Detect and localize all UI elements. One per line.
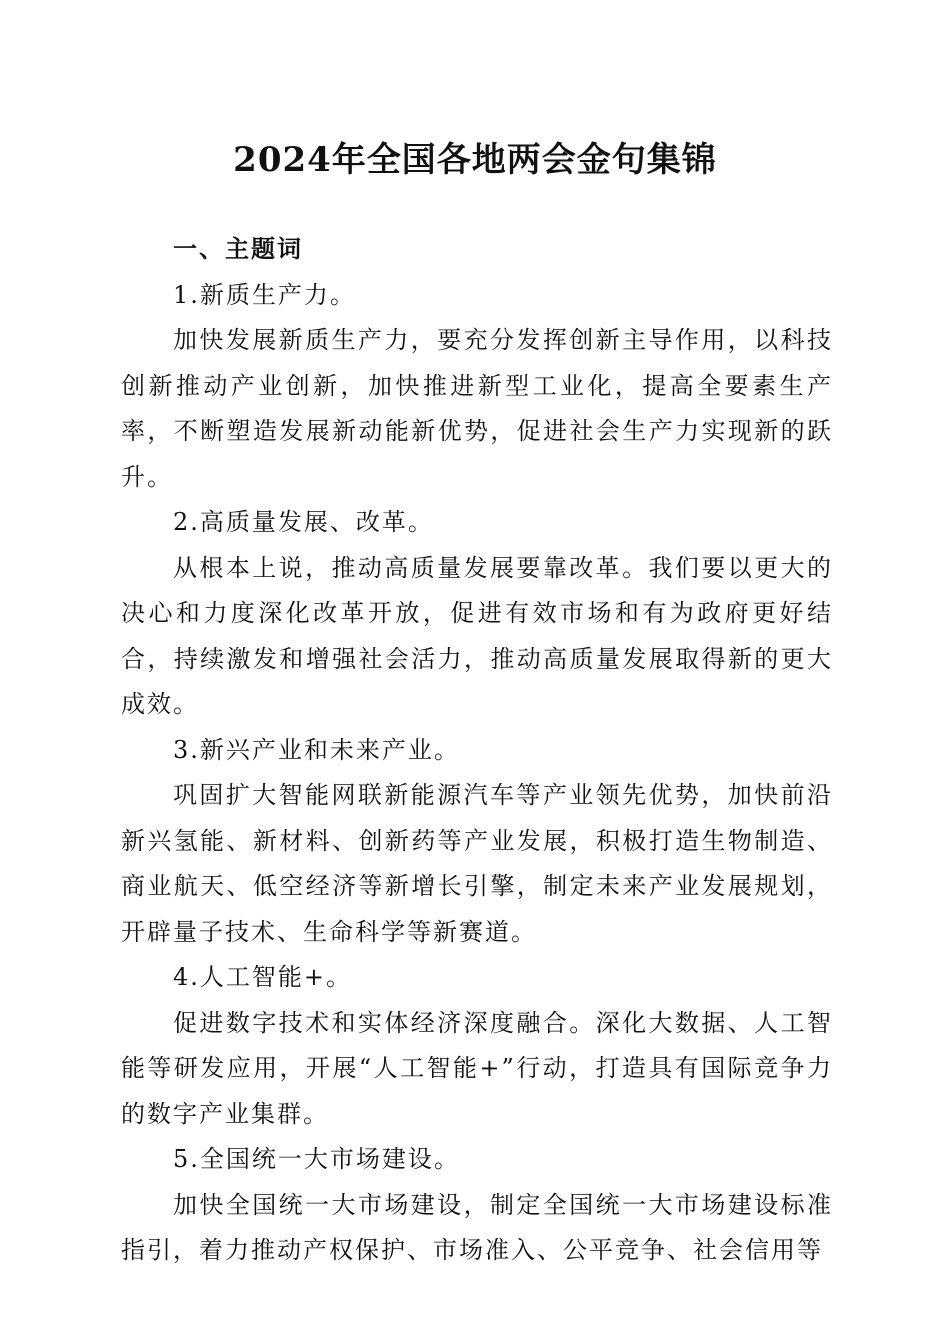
item-heading-2: 2.高质量发展、改革。 (173, 508, 434, 536)
document-body (121, 227, 833, 1274)
item-heading-3: 3.新兴产业和未来产业。 (173, 735, 460, 764)
item-body-4: 促进数字技术和实体经济深度融合。深化大数据、人工智能等研发应用，开展“人工智能+”行动，打造具有国际竞争力的数字产业集群。 (121, 1008, 833, 1128)
item-body-5: 加快全国统一大市场建设，制定全国统一大市场建设标准指引，着力推动产权保护、市场准入、公平竞争、社会信用等 (121, 1190, 833, 1264)
section-heading: 一、主题词 (173, 235, 303, 263)
document-title: 2024年全国各地两会金句集锦 (233, 140, 717, 180)
item-body-3: 巩固扩大智能网联新能源汽车等产业领先优势，加快前沿新兴氢能、新材料、创新药等产业发展，积极打造生物制造、商业航天、低空经济等新增长引擎，制定未来产业发展规划，开辟量子技术、生命科学等新赛道。 (121, 781, 833, 946)
item-heading-1: 1.新质生产力。 (173, 280, 356, 309)
item-body-2: 从根本上说，推动高质量发展要靠改革。我们要以更大的决心和力度深化改革开放，促进有效市场和有为政府更好结合，持续激发和增强社会活力，推动高质量发展取得新的更大成效。 (121, 553, 833, 718)
item-heading-5: 5.全国统一大市场建设。 (173, 1145, 460, 1173)
item-body-1: 加快发展新质生产力，要充分发挥创新主导作用，以科技创新推动产业创新，加快推进新型工业化，提高全要素生产率，不断塑造发展新动能新优势，促进社会生产力实现新的跃升。 (121, 326, 833, 491)
item-heading-4: 4.人工智能+。 (173, 963, 353, 991)
